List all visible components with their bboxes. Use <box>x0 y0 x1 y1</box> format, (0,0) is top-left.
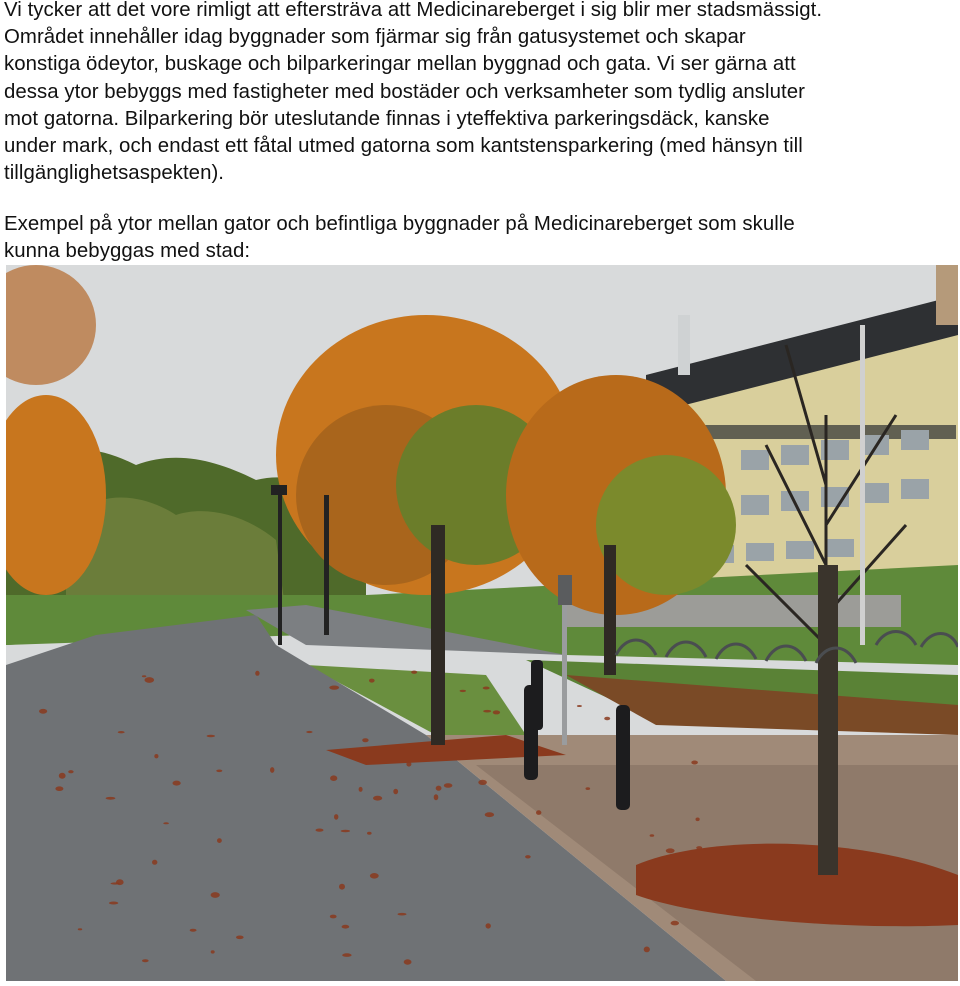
text-line: kunna bebyggas med stad: <box>4 240 251 263</box>
photo-fallen-leaf <box>398 913 407 916</box>
photo-fallen-leaf <box>211 950 215 953</box>
photo-fallen-leaf <box>316 829 324 832</box>
photo-fallen-leaf <box>55 786 63 791</box>
photo-fallen-leaf <box>666 848 675 853</box>
photo-fallen-leaf <box>483 687 490 690</box>
photo-fallen-leaf <box>483 710 491 713</box>
photo-fallen-leaf <box>367 832 372 835</box>
photo-fallen-leaf <box>216 770 222 773</box>
photo-sign-post <box>562 585 567 745</box>
photo-fallen-leaf <box>106 797 116 800</box>
text-line: konstiga ödeytor, buskage och bilparkeringar mellan byggnad och gata. Vi ser gärna att <box>4 53 796 76</box>
photo-fallen-leaf <box>650 834 655 837</box>
photo-fallen-leaf <box>339 884 345 890</box>
photo-fallen-leaf <box>691 761 698 765</box>
photo-fallen-leaf <box>393 789 398 795</box>
photo-fallen-leaf <box>644 947 650 953</box>
photo-fallen-leaf <box>604 717 610 721</box>
photo-fallen-leaf <box>362 738 368 742</box>
photo-fallen-leaf <box>478 780 487 785</box>
photo-fallen-leaf <box>586 787 591 790</box>
photo-fallen-leaf <box>486 923 491 928</box>
text-line: Exempel på ytor mellan gator och befintliga byggnader på Medicinareberget som skulle <box>4 213 795 235</box>
photo-fallen-leaf <box>341 830 350 832</box>
photo-fallen-leaf <box>142 959 149 962</box>
text-line: dessa ytor bebyggs med fastigheter med bostäder och verksamheter som tydlig ansluter <box>4 80 805 103</box>
photo-fallen-leaf <box>78 928 82 930</box>
text-line: tillgänglighetsaspekten). <box>4 162 225 185</box>
photo-fallen-leaf <box>696 818 700 822</box>
photo-fallen-leaf <box>236 936 244 940</box>
photo-fallen-leaf <box>330 775 337 781</box>
photo-fallen-leaf <box>329 686 339 690</box>
photo-fallen-leaf <box>460 690 466 692</box>
intro-paragraph <box>4 0 954 187</box>
photo-fallen-leaf <box>330 915 337 919</box>
photo-fallen-leaf <box>118 731 125 733</box>
text-line: Vi tycker att det vore rimligt att eftersträva att Medicinareberget i sig blir mer stadsmässigt. <box>4 0 823 21</box>
photo-fallen-leaf <box>59 773 66 779</box>
photo-fallen-leaf <box>370 873 379 879</box>
photo-fallen-leaf <box>190 929 197 932</box>
photo-fallen-leaf <box>334 814 338 820</box>
photo-fallen-leaf <box>525 855 531 858</box>
photo-fallen-leaf <box>116 879 124 885</box>
photo-fallen-leaf <box>485 812 494 817</box>
photo-fallen-leaf <box>399 747 405 750</box>
photo-fallen-leaf <box>270 767 274 773</box>
photo-fallen-leaf <box>145 677 155 683</box>
photo-fallen-leaf <box>434 794 439 800</box>
photo-fallen-leaf <box>696 846 702 849</box>
photo-fallen-leaf <box>173 781 181 786</box>
photo-fallen-leaf <box>373 796 382 801</box>
photo-sign <box>558 575 572 605</box>
photo-fallen-leaf <box>359 787 363 792</box>
text-line: Området innehåller idag byggnader som fjärmar sig från gatusystemet och skapar <box>4 26 746 49</box>
text-line: under mark, och endast ett fåtal utmed gatorna som kantstensparkering (med hänsyn till <box>4 135 803 158</box>
photo-fallen-leaf <box>306 731 312 733</box>
photo-fallen-leaf <box>406 762 411 767</box>
photo-fallen-leaf <box>207 735 215 738</box>
photo-fallen-leaf <box>536 810 541 815</box>
photo-fallen-leaf <box>671 921 679 926</box>
photo-fallen-leaf <box>152 860 157 865</box>
text-line: mot gatorna. Bilparkering bör uteslutande finnas i yteffektiva parkeringsdäck, kanske <box>4 107 770 130</box>
photo-fallen-leaf <box>444 783 453 788</box>
photo-fallen-leaf <box>255 671 259 676</box>
photo-fallen-leaf <box>39 709 47 714</box>
photo-fallen-leaf <box>577 705 582 707</box>
photo-fallen-leaf <box>109 902 118 905</box>
photo-fallen-leaf <box>369 679 375 683</box>
photo-tree <box>6 265 106 595</box>
photo-fallen-leaf <box>211 892 220 898</box>
photo-fallen-leaf <box>493 710 500 714</box>
photo-fallen-leaf <box>342 953 351 957</box>
photo-fallen-leaf <box>142 675 146 677</box>
photo-fallen-leaf <box>436 786 442 791</box>
photo-fallen-leaf <box>404 959 412 964</box>
photo-fallen-leaf <box>68 770 73 773</box>
photo-fallen-leaf <box>217 838 222 843</box>
photo-tree-trunk <box>818 565 838 875</box>
photo-fallen-leaf <box>154 754 158 758</box>
photo-fallen-leaf <box>342 925 350 929</box>
example-paragraph <box>4 211 954 265</box>
photo-fallen-leaf <box>411 671 417 674</box>
photo-fallen-leaf <box>163 822 169 824</box>
street-photo <box>6 265 958 981</box>
